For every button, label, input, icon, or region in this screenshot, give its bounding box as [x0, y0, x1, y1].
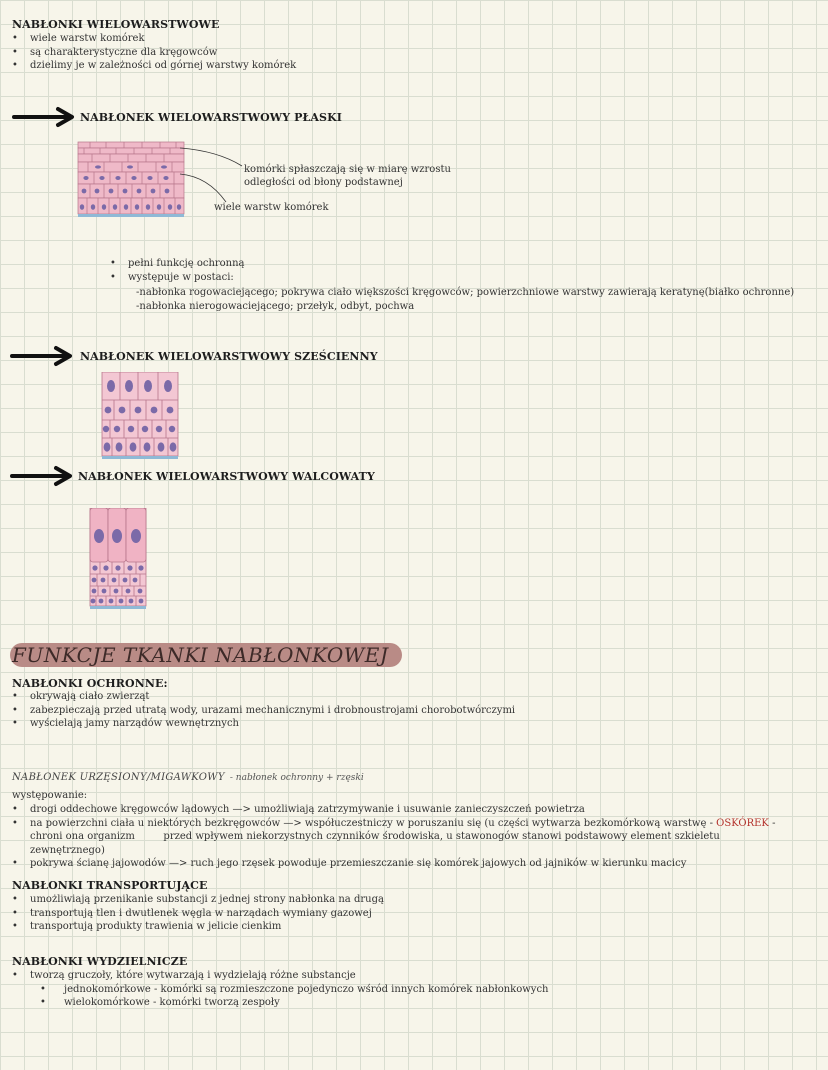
annotation-flattened-cells [244, 163, 451, 189]
list-item: • drogi oddechowe kręgowców lądowych —> umożliwiają zatrzymywanie i usuwanie zanieczyszczeń powietrza [12, 803, 775, 817]
list-item: • występuje w postaci: [110, 271, 245, 285]
ochronne-list [12, 690, 515, 731]
list-item-continuation: chroni ona organizm przed wpływem niekorzystnych czynników środowiska, u stawonogów stanowi podstawowy element szkieletu [30, 831, 720, 843]
arrow-icon [10, 345, 74, 367]
list-item-continuation: zewnętrznego) [30, 844, 105, 856]
list-item: • umożliwiają przenikanie substancji z jednej strony nabłonka na drugą [12, 893, 384, 907]
list-item: • pokrywa ścianę jajowodów —> ruch jego rzęsek powoduje przemieszczanie się komórek jajowych od jajników w kierunku macicy [12, 857, 775, 871]
annotation-many-layers: wiele warstw komórek [214, 202, 329, 213]
columnar-epithelium-illustration [88, 508, 150, 614]
list-item: • zabezpieczają przed utratą wody, urazami mechanicznymi i drobnoustrojami chorobotwórczymi [12, 704, 515, 718]
section-title-transportujace: NABŁONKI TRANSPORTUJĄCE [12, 879, 208, 892]
arrow-icon [10, 465, 74, 487]
list-item: • transportują produkty trawienia w jelicie cienkim [12, 920, 384, 934]
list-item: • dzielimy je w zależności od górnej warstwy komórek [12, 59, 296, 73]
annotation-line: komórki spłaszczają się w miarę wzrostu [244, 164, 451, 175]
list-item-text: na powierzchni ciała u niektórych bezkręgowców —> współuczestniczy w poruszaniu się (u części wytwarza bezkomórkową warstwę - [30, 817, 717, 829]
list-item: • jednokomórkowe - komórki są rozmieszczone pojedynczo wśród innych komórek nabłonkowych [12, 983, 548, 997]
wystepowanie-label: występowanie: [12, 790, 88, 801]
list-item: • wyścielają jamy narządów wewnętrznych [12, 717, 515, 731]
banner-funkcje: FUNKCJE TKANKI NABŁONKOWEJ [10, 643, 402, 667]
list-item: • okrywają ciało zwierząt [12, 690, 515, 704]
section-title-ochronne: NABŁONKI OCHRONNE: [12, 677, 168, 690]
list-item-text: - [768, 817, 776, 829]
list-item: • wielokomórkowe - komórki tworzą zespoły [12, 996, 548, 1010]
migawkowy-list [12, 803, 775, 871]
heading-walcowaty: NABŁONEK WIELOWARSTWOWY WALCOWATY [78, 470, 375, 483]
migawkowy-title: NABŁONEK URZĘSIONY/MIGAWKOWY [12, 772, 225, 783]
list-item: • pełni funkcję ochronną [110, 257, 245, 271]
oskorek-highlight: OSKÓREK [716, 817, 769, 829]
list-item: • wiele warstw komórek [12, 32, 296, 46]
section-title-wydzielnicze: NABŁONKI WYDZIELNICZE [12, 955, 188, 968]
plaski-sub-nierogowaciejacy: -nabłonka nierogowaciejącego; przełyk, odbyt, pochwa [136, 301, 415, 312]
heading-szescienny: NABŁONEK WIELOWARSTWOWY SZEŚCIENNY [80, 350, 378, 363]
transportujace-list [12, 893, 384, 934]
migawkowy-heading [12, 765, 364, 784]
annotation-line: odległości od błony podstawnej [244, 177, 403, 188]
heading-plaski: NABŁONEK WIELOWARSTWOWY PŁASKI [80, 111, 342, 124]
plaski-list [110, 257, 245, 284]
list-item: • są charakterystyczne dla kręgowców [12, 46, 296, 60]
arrow-icon [12, 106, 76, 128]
wielowarstwowe-list [12, 32, 296, 73]
section-title-wielowarstwowe: NABŁONKI WIELOWARSTWOWE [12, 18, 220, 31]
list-item: • transportują tlen i dwutlenek węgla w narządach wymiany gazowej [12, 907, 384, 921]
list-item: • tworzą gruczoły, które wytwarzają i wydzielają różne substancje [12, 969, 548, 983]
list-item [12, 817, 775, 831]
wydzielnicze-list [12, 969, 548, 1010]
plaski-sub-rogowaciejacy: -nabłonka rogowaciejącego; pokrywa ciało większości kręgowców; powierzchniowe warstwy zawierają keratynę(białko ochronne) [136, 287, 795, 298]
migawkowy-subtitle: - nabłonek ochronny + rzęski [229, 773, 364, 783]
cuboidal-epithelium-illustration [100, 372, 180, 464]
